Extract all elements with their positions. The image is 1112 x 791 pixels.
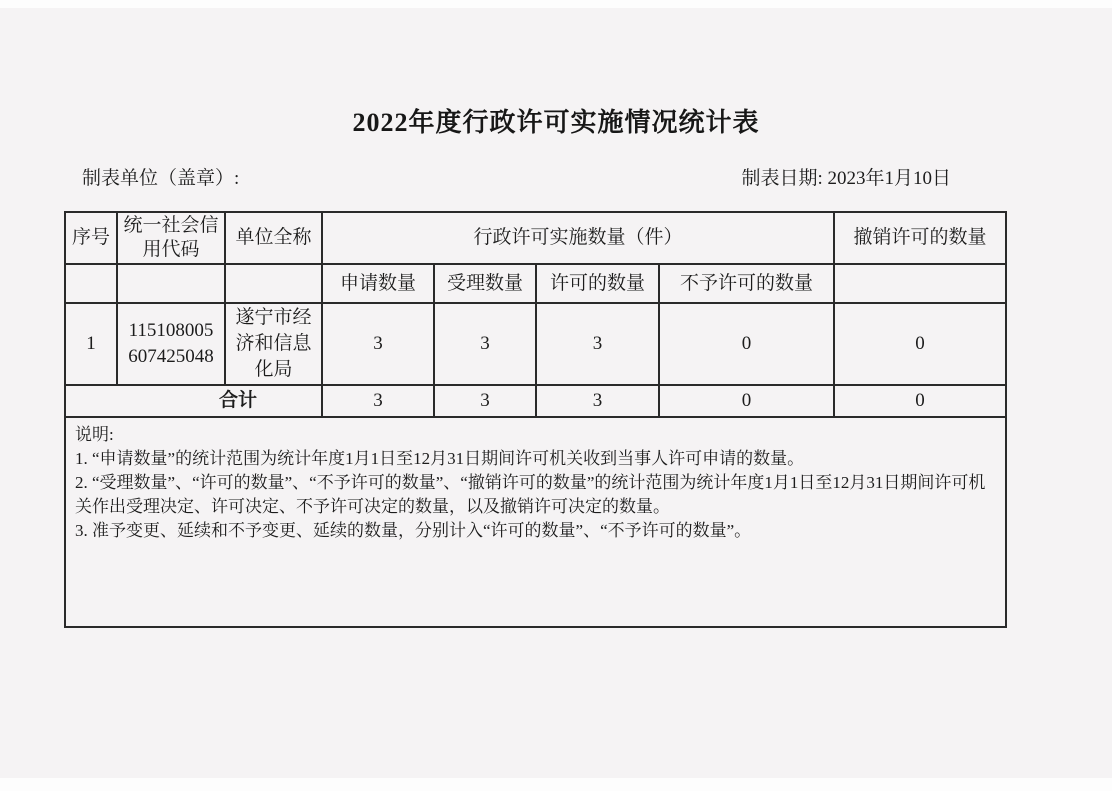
cell-seq: 1 [65, 303, 117, 385]
empty-cell [225, 264, 322, 303]
notes-title: 说明: [75, 425, 114, 444]
cell-revoked: 0 [834, 303, 1006, 385]
empty-cell [834, 264, 1006, 303]
total-row [65, 385, 1006, 417]
empty-cell [117, 264, 225, 303]
note-item-1: 1. “申请数量”的统计范围为统计年度1月1日至12月31日期间许可机关收到当事人许可申请的数量。 [75, 449, 805, 468]
total-apply: 3 [322, 385, 434, 417]
total-denied: 0 [659, 385, 834, 417]
meta-row [66, 163, 1007, 190]
cell-accept: 3 [434, 303, 536, 385]
prepared-by-label: 制表单位（盖章）: [82, 168, 240, 189]
table-row [65, 303, 1006, 385]
total-revoked: 0 [834, 385, 1006, 417]
header-seq: 序号 [65, 212, 117, 264]
credit-code-text: 115108005607425048 [128, 320, 214, 367]
scanned-page [0, 8, 1112, 778]
total-granted: 3 [536, 385, 659, 417]
subheader-accept: 受理数量 [434, 264, 536, 303]
unit-name-text: 遂宁市经济和信息化局 [235, 307, 312, 380]
subheader-granted: 许可的数量 [536, 264, 659, 303]
notes-cell [65, 417, 1006, 627]
total-accept: 3 [434, 385, 536, 417]
notes-block [75, 423, 996, 543]
cell-granted: 3 [536, 303, 659, 385]
cell-apply: 3 [322, 303, 434, 385]
header-implement-group: 行政许可实施数量（件） [322, 212, 834, 264]
cell-unit-name [225, 303, 322, 385]
header-row-1 [65, 212, 1006, 264]
prepared-date-label: 制表日期: 2023年1月10日 [741, 168, 951, 189]
subheader-apply: 申请数量 [322, 264, 434, 303]
header-row-2 [65, 264, 1006, 303]
header-revoke: 撤销许可的数量 [834, 212, 1006, 264]
page-title: 2022年度行政许可实施情况统计表 [352, 108, 760, 137]
subheader-denied: 不予许可的数量 [659, 264, 834, 303]
note-item-3: 3. 准予变更、延续和不予变更、延续的数量，分别计入“许可的数量”、“不予许可的数量”。 [75, 521, 752, 540]
statistics-table [64, 211, 1007, 628]
total-label: 合计 [65, 385, 322, 417]
header-credit-code: 统一社会信用代码 [117, 212, 225, 264]
empty-cell [65, 264, 117, 303]
cell-credit-code [117, 303, 225, 385]
note-item-2: 2. “受理数量”、“许可的数量”、“不予许可的数量”、“撤销许可的数量”的统计范围为统计年度1月1日至12月31日期间许可机关作出受理决定、许可决定、不予许可决定的数量，以及撤销许可决定的数量。 [75, 473, 986, 516]
header-unit-name: 单位全称 [225, 212, 322, 264]
cell-denied: 0 [659, 303, 834, 385]
notes-row [65, 417, 1006, 627]
